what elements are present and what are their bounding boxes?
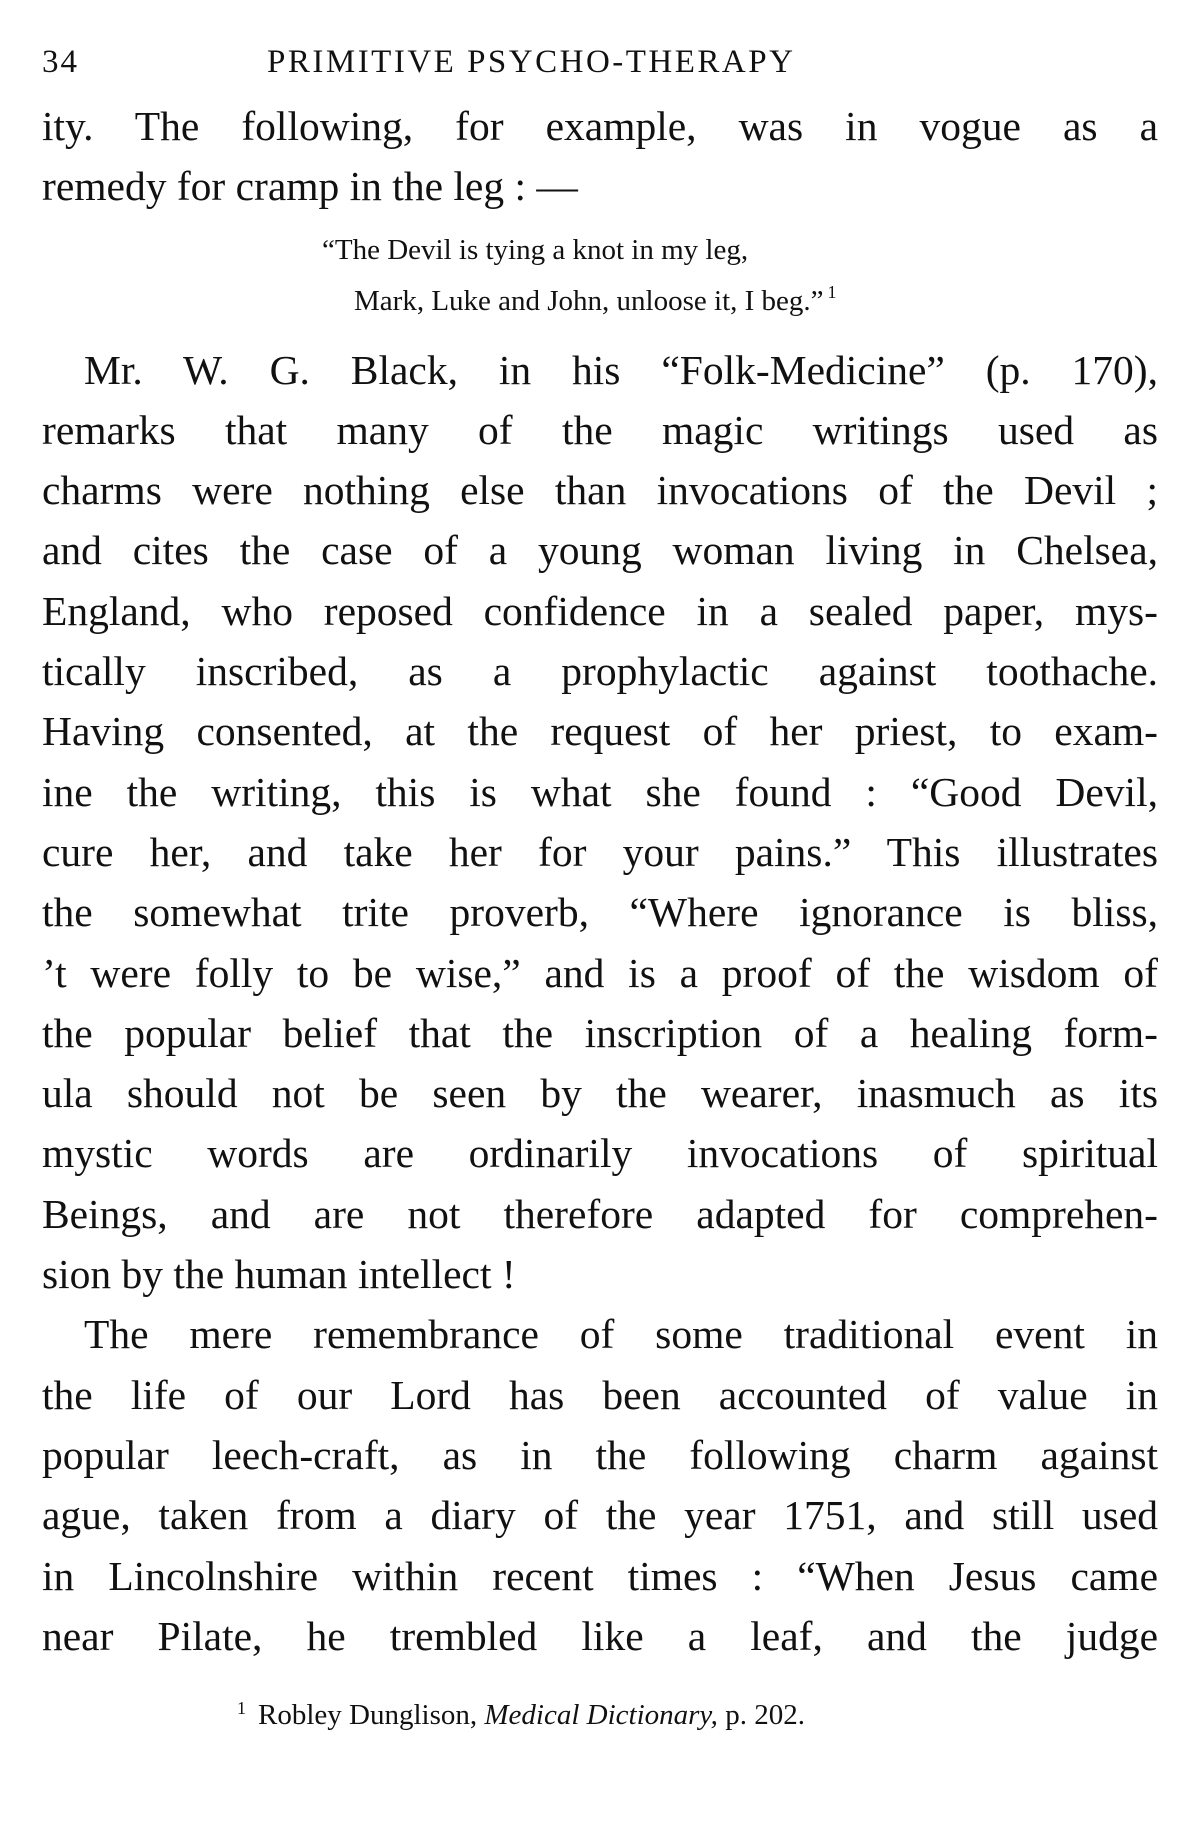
text-line: ine the writing, this is what she found : “Good Devil,	[42, 768, 1158, 815]
footnote-title: Medical Dictionary,	[484, 1699, 718, 1732]
footnote-author: Robley Dunglison,	[258, 1699, 478, 1732]
verse-line-text: Mark, Luke and John, unloose it, I beg.”	[354, 284, 824, 317]
text-line: tically inscribed, as a prophylactic against toothache.	[42, 648, 1158, 695]
footnote-page: p. 202.	[725, 1699, 805, 1732]
continued-text	[42, 96, 1158, 217]
book-page	[42, 38, 1158, 1735]
text-line: near Pilate, he trembled like a leaf, and the judge	[42, 1612, 1158, 1659]
text-line: sion by the human intellect !	[42, 1251, 516, 1298]
text-line: ague, taken from a diary of the year 1751, and still used	[42, 1492, 1158, 1539]
text-line: England, who reposed confidence in a sealed paper, mys-	[42, 587, 1158, 634]
text-line: popular leech-craft, as in the following charm against	[42, 1431, 1158, 1478]
footnote	[42, 1688, 1158, 1735]
footnote-marker: 1	[237, 1698, 246, 1719]
paragraph	[42, 340, 1158, 1305]
text-line: the somewhat trite proverb, “Where ignorance is bliss,	[42, 889, 1158, 936]
text-line: charms were nothing else than invocations of the Devil ;	[42, 467, 1158, 514]
text-line: the life of our Lord has been accounted of value in	[42, 1371, 1158, 1418]
running-head	[42, 38, 1158, 88]
text-line: ula should not be seen by the wearer, inasmuch as its	[42, 1070, 1158, 1117]
text-line: The mere remembrance of some traditional event in	[84, 1311, 1158, 1358]
verse-line	[322, 271, 1158, 322]
text-line: ity. The following, for example, was in vogue as a	[42, 103, 1158, 149]
paragraph	[42, 1304, 1158, 1666]
running-title: PRIMITIVE PSYCHO-THERAPY	[267, 44, 796, 80]
page-number: 34	[42, 44, 79, 80]
text-line: remedy for cramp in the leg : —	[42, 163, 578, 210]
text-line: Beings, and are not therefore adapted for comprehen-	[42, 1190, 1158, 1237]
text-line: Having consented, at the request of her priest, to exam-	[42, 708, 1158, 755]
text-line: Mr. W. G. Black, in his “Folk-Medicine” (p. 170),	[84, 346, 1158, 393]
text-line: mystic words are ordinarily invocations of spiritual	[42, 1130, 1158, 1177]
text-line: cure her, and take her for your pains.” This illustrates	[42, 828, 1158, 875]
text-line: and cites the case of a young woman living in Chelsea,	[42, 527, 1158, 574]
text-line: in Lincolnshire within recent times : “When Jesus came	[42, 1552, 1158, 1599]
verse-line: “The Devil is tying a knot in my leg,	[322, 233, 749, 266]
text-line: ’t were folly to be wise,” and is a proof of the wisdom of	[42, 949, 1158, 996]
text-line: remarks that many of the magic writings used as	[42, 406, 1158, 453]
text-line: the popular belief that the inscription of a healing form-	[42, 1009, 1158, 1056]
verse-quotation	[42, 229, 1158, 322]
footnote-reference: 1	[827, 281, 837, 302]
